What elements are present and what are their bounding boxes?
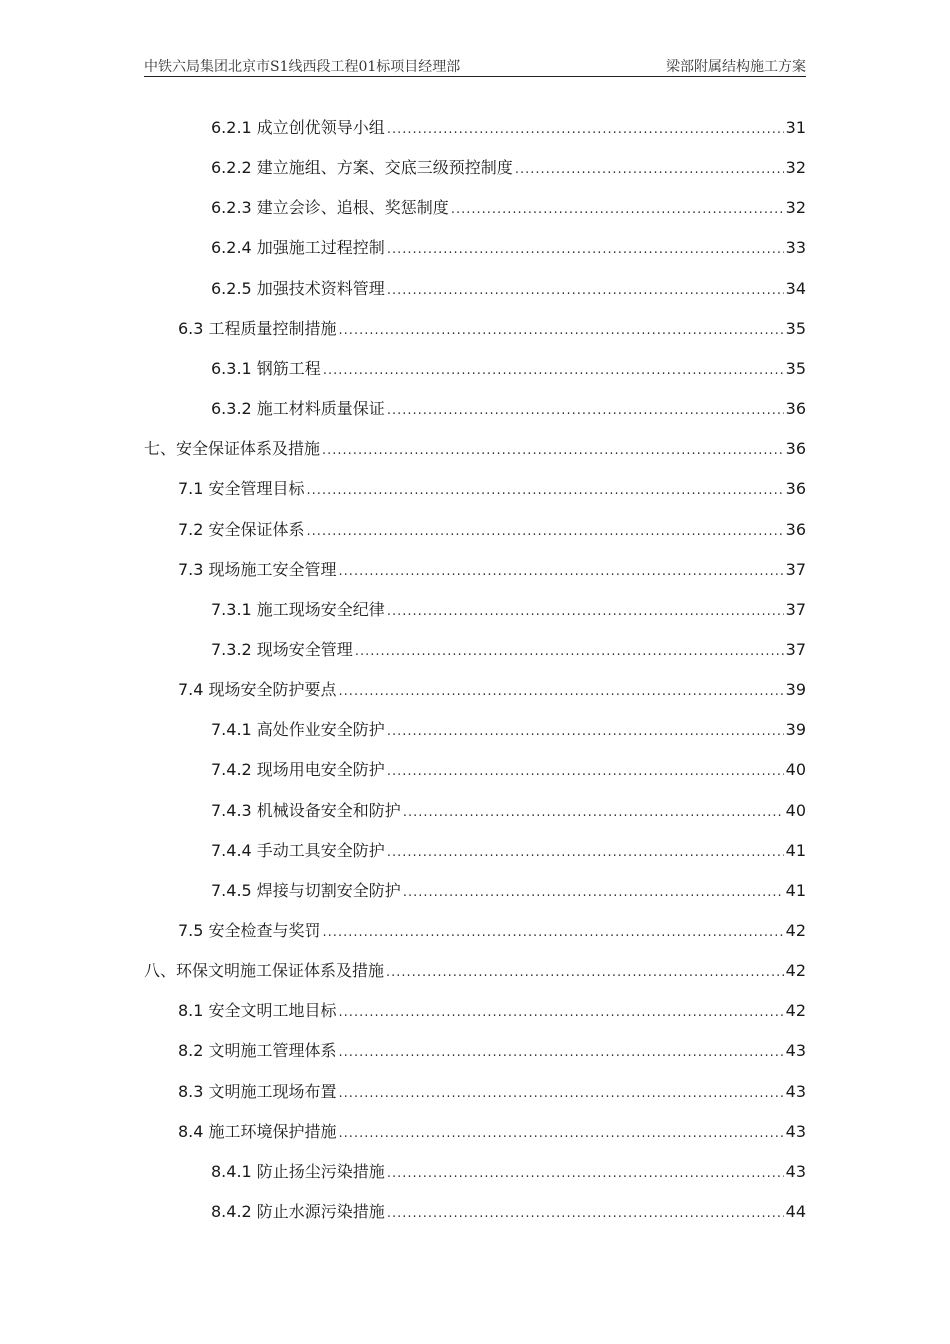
toc-entry-title: 6.2.2 建立施组、方案、交底三级预控制度 xyxy=(211,158,513,178)
toc-entry[interactable] xyxy=(211,799,806,823)
toc-entry[interactable] xyxy=(211,598,806,622)
toc-entry-page-number: 32 xyxy=(785,198,806,218)
toc-entry-page-number: 44 xyxy=(785,1202,806,1222)
toc-entry-page-number: 33 xyxy=(785,238,806,258)
toc-leader-dots xyxy=(387,279,784,303)
toc-entry[interactable] xyxy=(211,879,806,903)
toc-entry-title: 7.2 安全保证体系 xyxy=(178,519,305,539)
toc-leader-dots xyxy=(387,1162,784,1186)
toc-entry-page-number: 42 xyxy=(785,961,806,981)
toc-entry-title: 7.3.1 施工现场安全纪律 xyxy=(211,599,385,619)
toc-entry[interactable] xyxy=(178,678,806,702)
toc-entry-title: 8.3 文明施工现场布置 xyxy=(178,1081,337,1101)
toc-entry[interactable] xyxy=(211,357,806,381)
toc-entry[interactable] xyxy=(211,1200,806,1224)
toc-leader-dots xyxy=(339,1001,784,1025)
toc-entry-page-number: 43 xyxy=(785,1121,806,1141)
toc-entry-title: 6.2.5 加强技术资料管理 xyxy=(211,278,385,298)
toc-entry-title: 6.3 工程质量控制措施 xyxy=(178,318,337,338)
toc-leader-dots xyxy=(387,760,784,784)
toc-entry-page-number: 42 xyxy=(785,921,806,940)
toc-leader-dots xyxy=(387,118,784,142)
toc-entry[interactable] xyxy=(211,236,806,260)
toc-leader-dots xyxy=(515,158,784,182)
toc-entry[interactable] xyxy=(211,1160,806,1184)
toc-entry-title: 8.4.1 防止扬尘污染措施 xyxy=(211,1161,385,1181)
toc-entry[interactable] xyxy=(178,317,806,341)
toc-entry[interactable] xyxy=(211,839,806,863)
toc-entry-page-number: 41 xyxy=(785,840,806,860)
toc-entry-title: 7.3 现场施工安全管理 xyxy=(178,559,337,579)
toc-leader-dots xyxy=(339,680,784,704)
toc-leader-dots xyxy=(339,319,784,343)
toc-entry[interactable] xyxy=(178,1039,806,1063)
toc-entry-page-number: 42 xyxy=(785,1001,806,1021)
toc-entry[interactable] xyxy=(178,919,806,943)
header-document-title: 梁部附属结构施工方案 xyxy=(666,59,806,75)
toc-leader-dots xyxy=(307,520,784,544)
toc-entry-page-number: 37 xyxy=(785,639,806,659)
toc-entry-title: 6.2.3 建立会诊、追根、奖惩制度 xyxy=(211,198,449,218)
toc-entry-title: 7.4.5 焊接与切割安全防护 xyxy=(211,880,401,900)
toc-entry-page-number: 39 xyxy=(785,680,806,700)
toc-leader-dots xyxy=(339,1082,784,1106)
toc-leader-dots xyxy=(387,399,784,423)
toc-leader-dots xyxy=(323,359,784,383)
toc-entry-title: 7.1 安全管理目标 xyxy=(178,479,305,499)
toc-entry-title: 6.3.2 施工材料质量保证 xyxy=(211,399,385,419)
toc-leader-dots xyxy=(323,921,784,945)
page-header xyxy=(144,56,806,77)
toc-entry-title: 7.4.3 机械设备安全和防护 xyxy=(211,800,401,820)
toc-entry-title: 6.2.4 加强施工过程控制 xyxy=(211,238,385,258)
toc-entry-page-number: 43 xyxy=(785,1081,806,1101)
toc-leader-dots xyxy=(386,961,784,985)
toc-entry-title: 七、安全保证体系及措施 xyxy=(144,439,321,459)
toc-leader-dots xyxy=(339,1122,784,1146)
toc-leader-dots xyxy=(339,1041,784,1065)
toc-entry[interactable] xyxy=(211,397,806,421)
toc-entry-title: 8.1 安全文明工地目标 xyxy=(178,1001,337,1021)
toc-entry-page-number: 40 xyxy=(785,800,806,820)
toc-entry-title: 6.3.1 钢筋工程 xyxy=(211,358,321,378)
toc-leader-dots xyxy=(451,198,784,222)
toc-entry-page-number: 35 xyxy=(785,318,806,338)
toc-leader-dots xyxy=(387,720,784,744)
toc-leader-dots xyxy=(339,560,784,584)
toc-entry-page-number: 31 xyxy=(785,118,806,137)
toc-leader-dots xyxy=(322,439,784,463)
toc-entry-title: 7.3.2 现场安全管理 xyxy=(211,639,353,659)
toc-entry-title: 8.2 文明施工管理体系 xyxy=(178,1041,337,1061)
toc-entry-title: 8.4.2 防止水源污染措施 xyxy=(211,1202,385,1222)
toc-entry[interactable] xyxy=(178,558,806,582)
toc-entry-page-number: 43 xyxy=(785,1041,806,1061)
toc-entry-page-number: 37 xyxy=(785,599,806,619)
toc-entry-page-number: 36 xyxy=(785,519,806,539)
toc-entry-title: 7.4.1 高处作业安全防护 xyxy=(211,720,385,740)
toc-entry[interactable] xyxy=(211,758,806,782)
toc-entry-page-number: 41 xyxy=(785,880,806,900)
toc-entry-title: 7.4 现场安全防护要点 xyxy=(178,680,337,700)
toc-entry-page-number: 35 xyxy=(785,358,806,378)
toc-entry[interactable] xyxy=(211,116,806,140)
toc-entry-page-number: 36 xyxy=(785,479,806,499)
toc-entry-title: 7.5 安全检查与奖罚 xyxy=(178,921,321,940)
toc-entry-title: 八、环保文明施工保证体系及措施 xyxy=(144,961,385,981)
toc-leader-dots xyxy=(387,1202,784,1226)
toc-entry[interactable] xyxy=(178,1120,806,1144)
toc-entry[interactable] xyxy=(178,477,806,501)
toc-leader-dots xyxy=(387,841,784,865)
toc-entry[interactable] xyxy=(211,156,806,180)
toc-entry-page-number: 36 xyxy=(785,399,806,419)
toc-entry[interactable] xyxy=(178,1080,806,1104)
toc-entry[interactable] xyxy=(211,718,806,742)
toc-entry-page-number: 39 xyxy=(785,720,806,740)
toc-entry-page-number: 36 xyxy=(785,439,806,459)
toc-entry-title: 8.4 施工环境保护措施 xyxy=(178,1121,337,1141)
toc-entry[interactable] xyxy=(211,196,806,220)
toc-leader-dots xyxy=(387,600,784,624)
toc-entry-title: 7.4.2 现场用电安全防护 xyxy=(211,760,385,780)
toc-entry-page-number: 43 xyxy=(785,1161,806,1181)
toc-entry-title: 6.2.1 成立创优领导小组 xyxy=(211,118,385,137)
toc-entry-page-number: 34 xyxy=(785,278,806,298)
toc-leader-dots xyxy=(403,801,784,825)
toc-leader-dots xyxy=(387,238,784,262)
toc-entry[interactable] xyxy=(144,437,806,461)
toc-entry-title: 7.4.4 手动工具安全防护 xyxy=(211,840,385,860)
toc-entry-page-number: 32 xyxy=(785,158,806,178)
toc-entry-page-number: 40 xyxy=(785,760,806,780)
toc-leader-dots xyxy=(403,881,784,905)
header-project-name: 中铁六局集团北京市S1线西段工程01标项目经理部 xyxy=(144,59,461,75)
toc-entry[interactable] xyxy=(144,959,806,983)
toc-entry[interactable] xyxy=(178,999,806,1023)
toc-leader-dots xyxy=(307,479,784,503)
toc-entry[interactable] xyxy=(178,518,806,542)
toc-entry[interactable] xyxy=(211,638,806,662)
toc-leader-dots xyxy=(355,640,784,664)
toc-entry[interactable] xyxy=(211,277,806,301)
toc-entry-page-number: 37 xyxy=(785,559,806,579)
